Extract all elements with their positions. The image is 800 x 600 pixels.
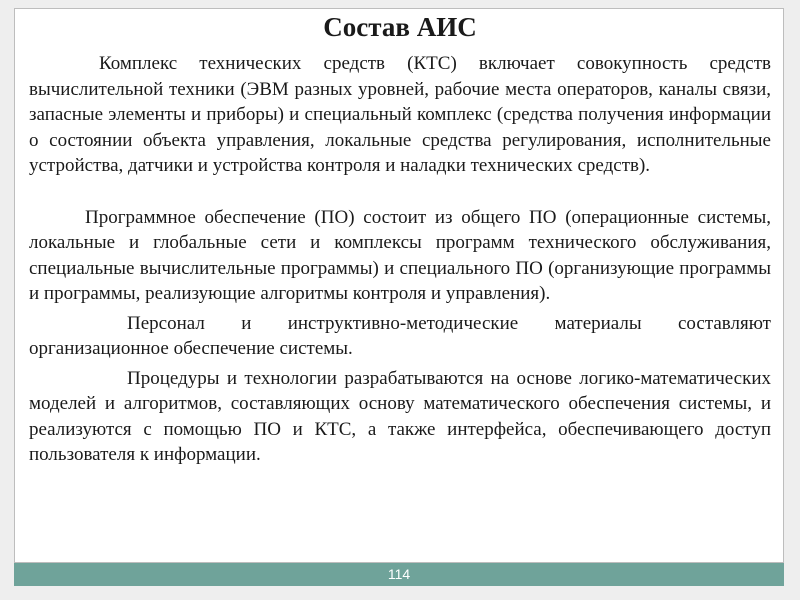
slide-title: Состав АИС — [323, 12, 477, 42]
paragraph-software: Программное обеспечение (ПО) состоит из общего ПО (операционные системы, локальные и глобальные сети и комплексы программ технического обслуживания, специальные вычислительные программы) и специального ПО (организующие программы и программы, реализующие алгоритмы контроля и управления). — [29, 206, 771, 304]
footer-bar — [14, 563, 784, 586]
content-frame — [14, 8, 784, 563]
page-number: 114 — [387, 566, 411, 582]
paragraph-procedures: Процедуры и технологии разрабатываются на основе логико-математических моделей и алгоритмов, составляющих основу математического обеспечения системы, и реализуются с помощью ПО и КТС, а также интерфейса, обеспечивающего доступ пользователя к информации. — [29, 367, 771, 465]
paragraph-personnel: Персонал и инструктивно-методические материалы составляют организационное обеспечение системы. — [29, 312, 771, 359]
paragraph-kts: Комплекс технических средств (КТС) включает совокупность средств вычислительной техники (ЭВМ разных уровней, рабочие места операторов, каналы связи, запасные элементы и приборы) и специальный комплекс (средства получения информации о состоянии объекта управления, локальные средства регулирования, исполнительные устройства, датчики и устройства контроля и наладки технических средств). — [29, 53, 771, 176]
slide-content — [29, 11, 771, 468]
